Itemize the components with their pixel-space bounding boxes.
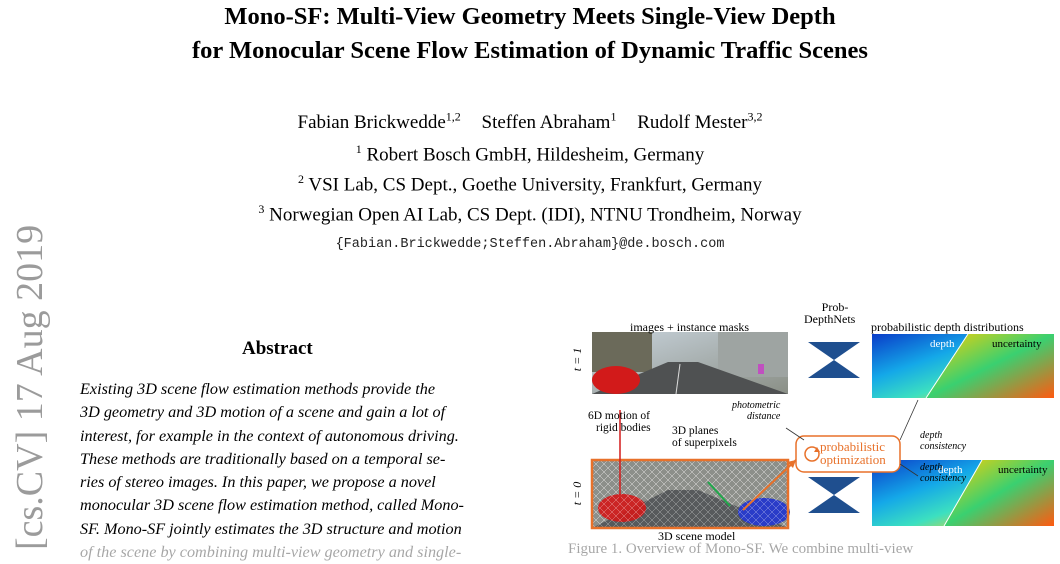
email: {Fabian.Brickwedde;Steffen.Abraham}@de.bosch.com [335, 237, 725, 252]
affiliation-2: $^2$ VSI Lab, CS Dept., Goethe University, Frankfurt, Germany [297, 172, 763, 196]
time-label-t1: t = 1 [570, 347, 585, 372]
arxiv-stamp-text: [cs.CV] 17 Aug 2019 [9, 224, 51, 550]
abstract-line: ries of stereo images. In this paper, we propose a novel [80, 473, 436, 492]
abstract-line: of the scene by combining multi-view geometry and single- [80, 543, 462, 562]
abstract-line: Existing 3D scene flow estimation methods provide the [80, 380, 436, 398]
depth-tag-t1: depth [930, 338, 955, 350]
affiliation-1: $^1$ Robert Bosch GmbH, Hildesheim, Germany [355, 142, 705, 166]
prob-depthnet-icon [808, 477, 860, 513]
affiliation-3: $^3$ Norwegian Open AI Lab, CS Dept. (IDI), NTNU Trondheim, Norway [258, 202, 802, 226]
images-label: images + instance masks [630, 320, 750, 334]
street-image-t1 [592, 332, 788, 394]
scene-model-label: 3D scene model [658, 529, 736, 543]
abstract-line: SF. Mono-SF jointly estimates the 3D structure and motion [80, 519, 462, 538]
author-1: Fabian Brickwedde$^{1,2}$ [297, 110, 461, 134]
prob-depth-label: probabilistic depth distributions [871, 320, 1024, 334]
depth-consistency-label-1: depth consistency [920, 430, 967, 452]
abstract-line: monocular 3D scene flow estimation method, called Mono- [80, 496, 464, 515]
figure-caption: Figure 1. Overview of Mono-SF. We combine multi-view [568, 541, 914, 557]
author-2: Steffen Abraham$^1$ [481, 110, 617, 134]
sixd-motion-label: 6D motion of rigid bodies [588, 410, 651, 434]
planes-label: 3D planes of superpixels [672, 425, 737, 449]
uncertainty-tag-t0: uncertainty [998, 464, 1048, 476]
title-line-2: for Monocular Scene Flow Estimation of Dynamic Traffic Scenes [192, 37, 868, 64]
title-line-1: Mono-SF: Multi-View Geometry Meets Single-View Depth [224, 3, 836, 30]
author-list [0, 110, 1060, 134]
abstract-heading: Abstract [242, 338, 313, 359]
time-label-t0: t = 0 [570, 481, 585, 506]
abstract-line: These methods are traditionally based on a temporal se- [80, 449, 446, 468]
optimization-label: probabilistic optimization [820, 439, 886, 467]
abstract-line: interest, for example in the context of autonomous driving. [80, 426, 459, 445]
arxiv-stamp [0, 175, 58, 555]
abstract-line: 3D geometry and 3D motion of a scene and gain a lot of [80, 403, 446, 422]
net-label-1: Prob- [821, 300, 849, 314]
prob-depthnet-icon [808, 342, 860, 378]
photometric-label: photometric distance [732, 400, 781, 422]
uncertainty-tag-t1: uncertainty [992, 338, 1042, 350]
author-3: Rudolf Mester$^{3,2}$ [637, 110, 763, 134]
depth-consistency-label-2: depth consistency [920, 462, 967, 484]
abstract-body [80, 378, 532, 564]
figure-1 [568, 300, 1060, 561]
net-label-2: DepthNets [804, 312, 856, 326]
depth-tag-t0: depth [938, 464, 963, 476]
